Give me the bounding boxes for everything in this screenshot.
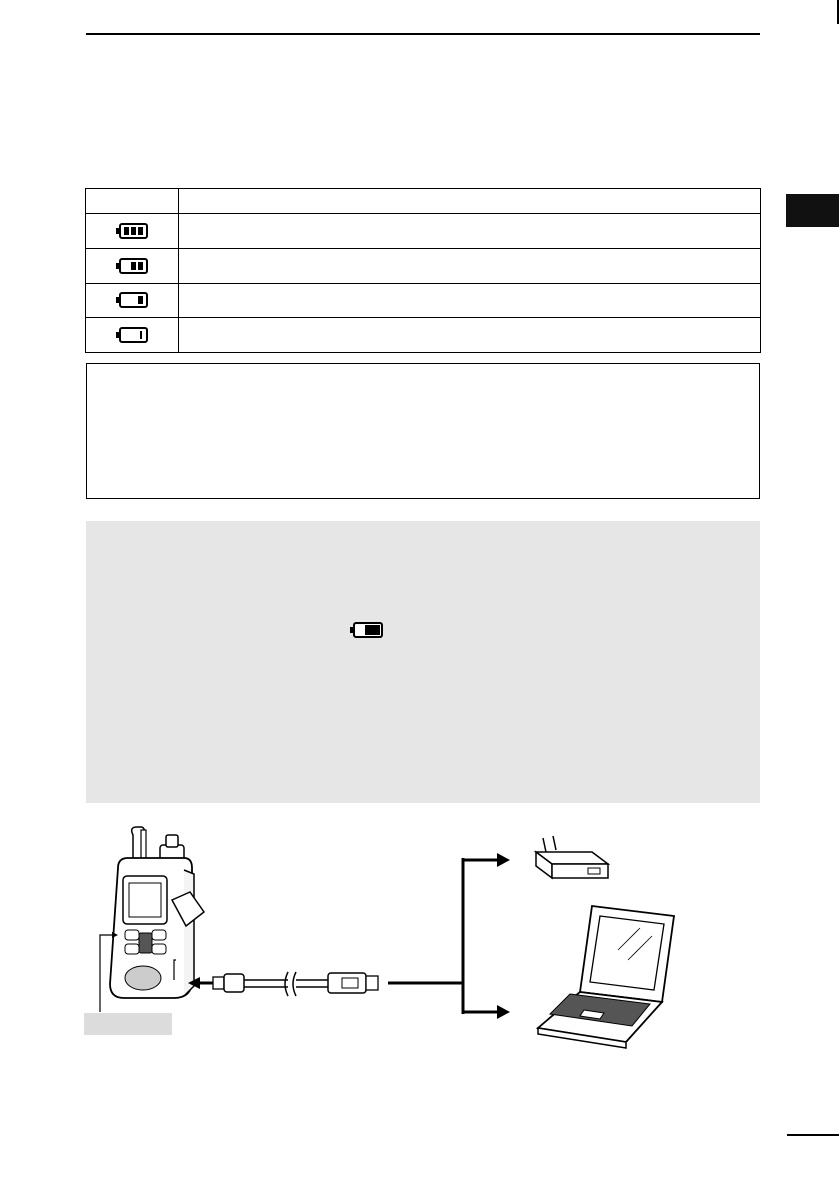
header-rule	[86, 33, 760, 35]
battery-level-table	[85, 188, 761, 353]
connection-diagram	[80, 820, 700, 1060]
indicator-column-header	[86, 189, 179, 214]
battery-3-bars-icon	[86, 214, 179, 249]
battery-description	[179, 318, 761, 353]
battery-description	[179, 214, 761, 249]
charging-battery-icon	[348, 621, 384, 639]
laptop-computer-icon	[538, 906, 674, 1048]
usb-cable-icon	[213, 972, 378, 996]
note-box	[86, 363, 760, 499]
radio-label-tag	[84, 1013, 172, 1035]
ac-adapter-icon	[536, 836, 608, 878]
table-row	[86, 283, 761, 318]
table-row	[86, 248, 761, 283]
chapter-tab	[786, 194, 839, 227]
table-header-row	[86, 189, 761, 214]
handheld-transceiver-icon	[100, 827, 204, 1012]
battery-1-bar-icon	[86, 283, 179, 318]
battery-thin-bar-icon	[86, 318, 179, 353]
battery-description	[179, 283, 761, 318]
branch-lines	[388, 853, 510, 1019]
table-row	[86, 318, 761, 353]
table-row	[86, 214, 761, 249]
charging-info-panel	[86, 521, 760, 803]
description-column-header	[179, 189, 761, 214]
page-number-rule	[787, 1134, 839, 1136]
battery-2-bars-icon	[86, 248, 179, 283]
battery-description	[179, 248, 761, 283]
